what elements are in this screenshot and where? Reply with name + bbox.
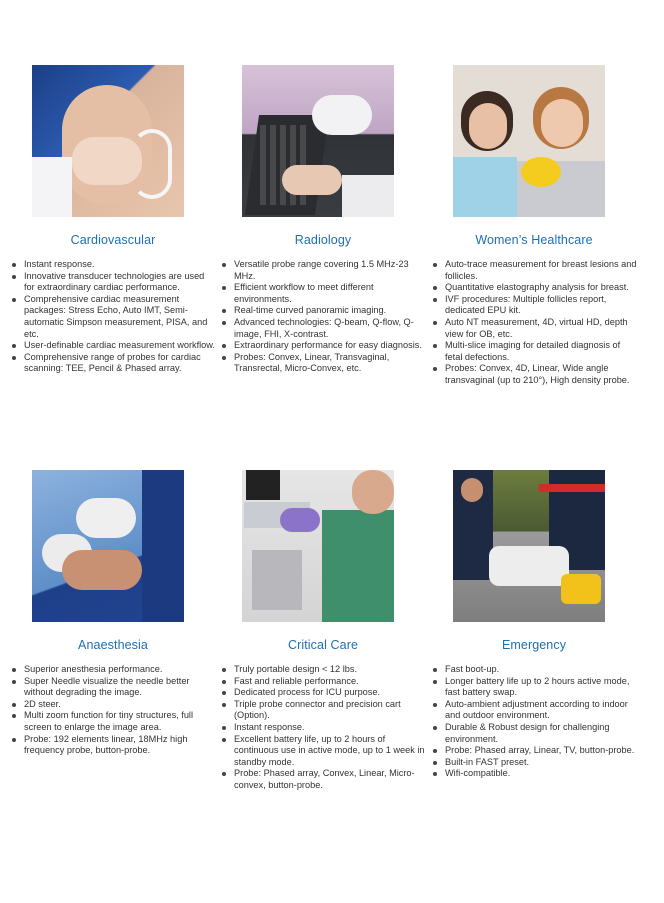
list-item: Instant response. <box>220 722 426 734</box>
list-item: Superior anesthesia performance. <box>10 664 216 676</box>
womens-healthcare-title: Women’s Healthcare <box>475 233 593 247</box>
list-item: Multi-slice imaging for detailed diagnosis of fetal defections. <box>431 340 637 363</box>
cardiovascular-photo <box>32 65 184 217</box>
list-item: Triple probe connector and precision cart (Option). <box>220 699 426 722</box>
cardiovascular-bullet-list <box>10 259 216 375</box>
list-item: Auto NT measurement, 4D, virtual HD, depth view for OB, etc. <box>431 317 637 340</box>
anaesthesia-title: Anaesthesia <box>78 638 148 652</box>
list-item: Quantitative elastography analysis for breast. <box>431 282 637 294</box>
section-critical-care <box>220 470 426 792</box>
radiology-title: Radiology <box>294 233 352 247</box>
critical-care-bullet-list <box>220 664 426 792</box>
anaesthesia-bullet-list <box>10 664 216 757</box>
list-item: Probes: Convex, Linear, Transvaginal, Transrectal, Micro-Convex, etc. <box>220 352 426 375</box>
list-item: Fast and reliable performance. <box>220 676 426 688</box>
section-emergency <box>431 470 637 780</box>
list-item: Super Needle visualize the needle better without degrading the image. <box>10 676 216 699</box>
list-item: Longer battery life up to 2 hours active mode, fast battery swap. <box>431 676 637 699</box>
list-item: Fast boot-up. <box>431 664 637 676</box>
anaesthesia-photo <box>32 470 184 622</box>
list-item: Probe: 192 elements linear, 18MHz high frequency probe, button-probe. <box>10 734 216 757</box>
emergency-title: Emergency <box>501 638 567 652</box>
list-item: Dedicated process for ICU purpose. <box>220 687 426 699</box>
list-item: Durable & Robust design for challenging environment. <box>431 722 637 745</box>
list-item: Auto-ambient adjustment according to indoor and outdoor environment. <box>431 699 637 722</box>
section-cardiovascular <box>10 65 216 375</box>
list-item: Efficient workflow to meet different environments. <box>220 282 426 305</box>
list-item: Innovative transducer technologies are used for extraordinary cardiac performance. <box>10 271 216 294</box>
list-item: Auto-trace measurement for breast lesions and follicles. <box>431 259 637 282</box>
list-item: Instant response. <box>10 259 216 271</box>
list-item: Comprehensive cardiac measurement packages: Stress Echo, Auto IMT, Semi-automatic Simpson measurement, PISA, and etc. <box>10 294 216 340</box>
list-item: Truly portable design < 12 lbs. <box>220 664 426 676</box>
list-item: Comprehensive range of probes for cardiac scanning: TEE, Pencil & Phased array. <box>10 352 216 375</box>
list-item: Probe: Phased array, Linear, TV, button-probe. <box>431 745 637 757</box>
list-item: Advanced technologies: Q-beam, Q-flow, Q-image, FHI, X-contrast. <box>220 317 426 340</box>
critical-care-photo <box>242 470 394 622</box>
list-item: Wifi-compatible. <box>431 768 637 780</box>
womens-healthcare-bullet-list <box>431 259 637 387</box>
list-item: Probe: Phased array, Convex, Linear, Micro-convex, button-probe. <box>220 768 426 791</box>
list-item: IVF procedures: Multiple follicles report, dedicated EPU kit. <box>431 294 637 317</box>
list-item: Extraordinary performance for easy diagnosis. <box>220 340 426 352</box>
list-item: 2D steer. <box>10 699 216 711</box>
radiology-bullet-list <box>220 259 426 375</box>
list-item: Probes: Convex, 4D, Linear, Wide angle transvaginal (up to 210°), High density probe. <box>431 363 637 386</box>
emergency-bullet-list <box>431 664 637 780</box>
section-womens-healthcare <box>431 65 637 387</box>
list-item: User-definable cardiac measurement workflow. <box>10 340 216 352</box>
list-item: Real-time curved panoramic imaging. <box>220 305 426 317</box>
cardiovascular-title: Cardiovascular <box>70 233 156 247</box>
list-item: Versatile probe range covering 1.5 MHz-23 MHz. <box>220 259 426 282</box>
section-anaesthesia <box>10 470 216 757</box>
list-item: Built-in FAST preset. <box>431 757 637 769</box>
list-item: Excellent battery life, up to 2 hours of continuous use in active mode, up to 1 week in standby mode. <box>220 734 426 769</box>
critical-care-title: Critical Care <box>287 638 359 652</box>
list-item: Multi zoom function for tiny structures, full screen to enlarge the image area. <box>10 710 216 733</box>
radiology-photo <box>242 65 394 217</box>
section-radiology <box>220 65 426 375</box>
womens-healthcare-photo <box>453 65 605 217</box>
emergency-photo <box>453 470 605 622</box>
